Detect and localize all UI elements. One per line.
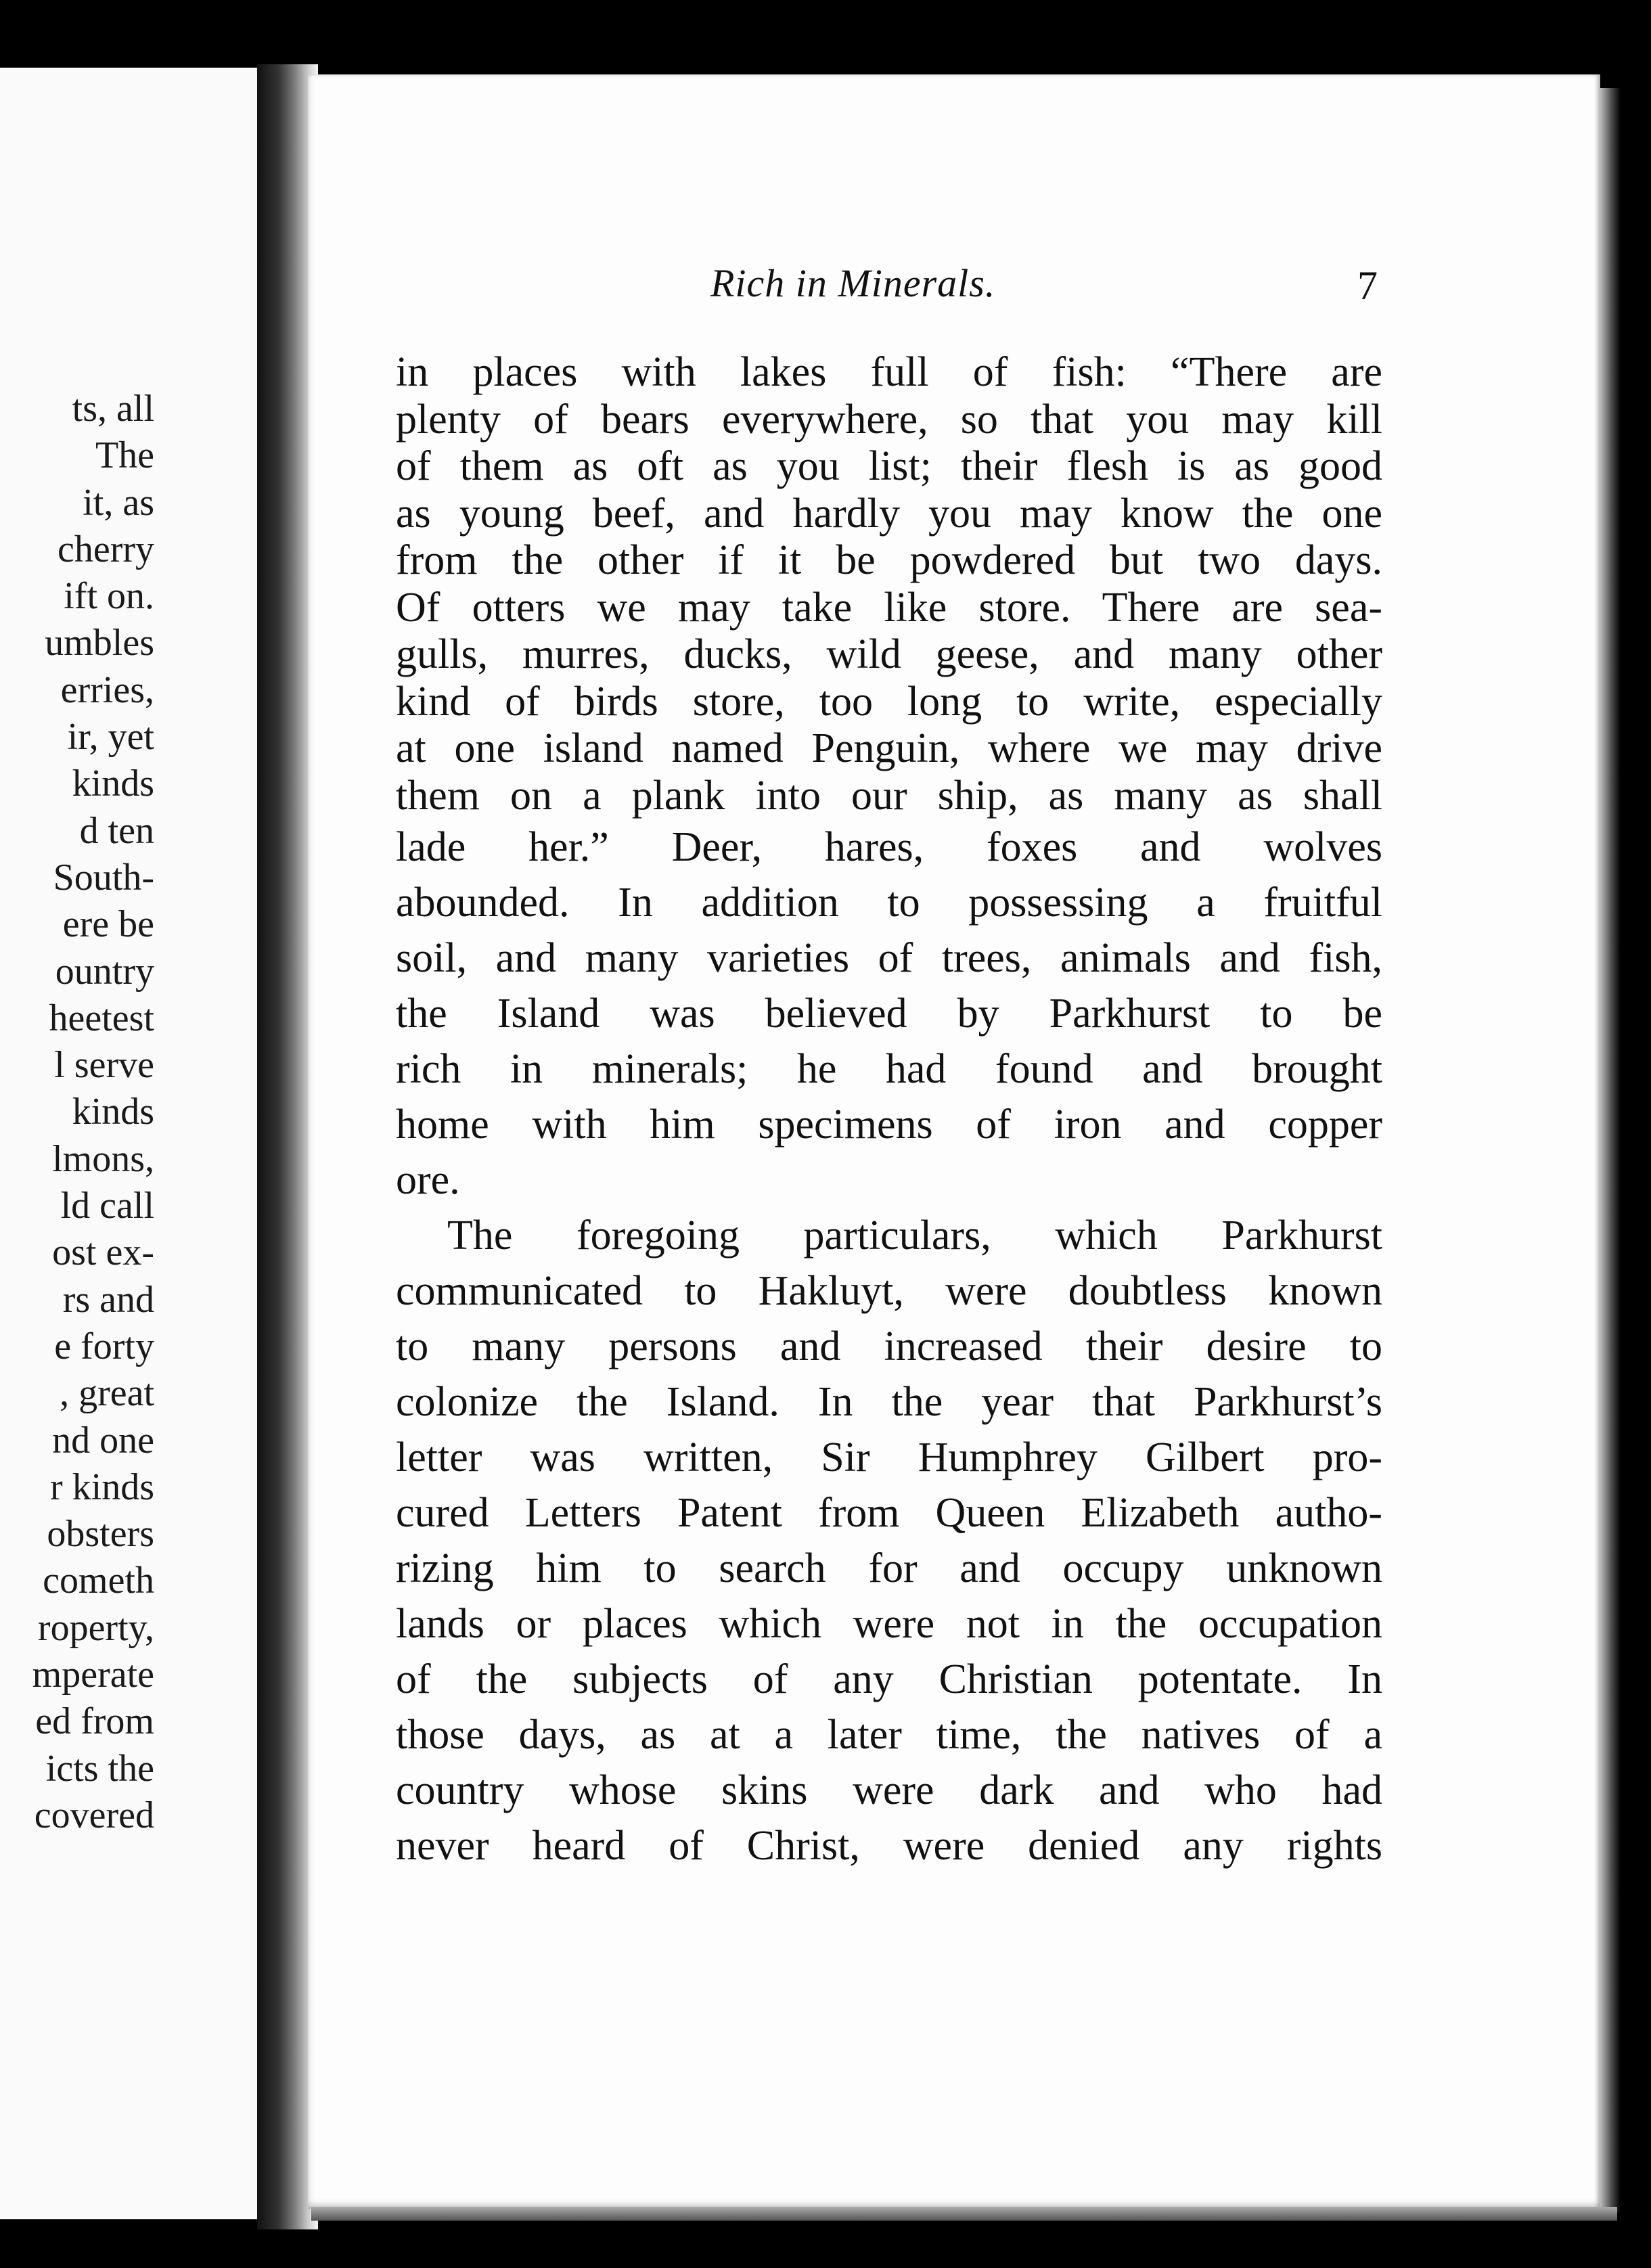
left-page-line: The [95, 434, 154, 477]
text-line: home with him specimens of iron and copper [396, 1102, 1382, 1148]
text-line: rich in minerals; he had found and brought [396, 1046, 1382, 1092]
page-bottom-edge [311, 2207, 1617, 2221]
left-page-line: r kinds [50, 1466, 154, 1508]
left-page-text [0, 386, 154, 1839]
text-line: abounded. In addition to possessing a fruitful [396, 880, 1382, 926]
text-line: plenty of bears everywhere, so that you may kill [396, 396, 1382, 443]
left-page-line: South- [53, 856, 154, 899]
left-facing-page [0, 68, 267, 2219]
text-line: lands or places which were not in the occupation [396, 1601, 1382, 1647]
text-line: them on a plank into our ship, as many as shall [396, 772, 1382, 819]
left-page-line: ld call [60, 1185, 154, 1227]
left-page-line: ift on. [64, 575, 154, 618]
left-page-line: erries, [60, 668, 154, 711]
text-line: country whose skins were dark and who had [396, 1767, 1382, 1813]
left-page-line: roperty, [37, 1606, 154, 1649]
text-line: as young beef, and hardly you may know the one [396, 490, 1382, 537]
page-right-edge [1600, 88, 1621, 2213]
text-line: Of otters we may take like store. There are sea- [396, 584, 1382, 631]
left-page-line: heetest [49, 997, 154, 1039]
left-page-line: lmons, [52, 1137, 154, 1180]
left-page-line: cometh [43, 1560, 154, 1602]
left-page-line: e forty [54, 1325, 154, 1367]
left-page-line: rs and [62, 1278, 154, 1321]
text-line: never heard of Christ, were denied any rights [396, 1823, 1382, 1869]
text-line: of them as oft as you list; their flesh is as good [396, 443, 1382, 489]
text-line: ore. [396, 1157, 460, 1203]
left-page-line: ere be [62, 903, 154, 946]
text-line: kind of birds store, too long to write, especially [396, 678, 1382, 725]
text-line: rizing him to search for and occupy unknown [396, 1545, 1382, 1591]
left-page-line: obsters [47, 1513, 154, 1556]
left-page-line: covered [34, 1794, 154, 1836]
left-page-line: kinds [72, 763, 154, 805]
text-line: letter was written, Sir Humphrey Gilbert pro- [396, 1434, 1382, 1480]
left-page-line: mperate [32, 1654, 154, 1696]
text-line: the Island was believed by Parkhurst to be [396, 991, 1382, 1037]
left-page-line: ost ex- [52, 1231, 154, 1274]
left-page-line: , great [60, 1372, 154, 1415]
body-text [396, 349, 1382, 1874]
text-line: colonize the Island. In the year that Parkhurst’s [396, 1379, 1382, 1425]
text-line: lade her.” Deer, hares, foxes and wolves [396, 824, 1382, 870]
text-line: of the subjects of any Christian potentate. In [396, 1656, 1382, 1702]
text-line: cured Letters Patent from Queen Elizabeth autho- [396, 1490, 1382, 1536]
left-page-line: icts the [45, 1747, 154, 1790]
text-line: soil, and many varieties of trees, animals and fish, [396, 935, 1382, 981]
left-page-line: umbles [45, 622, 154, 664]
text-line: those days, as at a later time, the natives of a [396, 1712, 1382, 1758]
text-line: at one island named Penguin, where we may drive [396, 725, 1382, 771]
text-line: in places with lakes full of fish: “There are [396, 349, 1382, 395]
left-page-line: ountry [55, 950, 154, 993]
left-page-line: l serve [54, 1044, 154, 1087]
page-number: 7 [1357, 263, 1378, 308]
text-line: communicated to Hakluyt, were doubtless known [396, 1268, 1382, 1314]
text-line: to many persons and increased their desire to [396, 1323, 1382, 1369]
left-page-line: cherry [57, 528, 154, 570]
running-head: Rich in Minerals. [710, 261, 996, 305]
text-line: gulls, murres, ducks, wild geese, and many other [396, 631, 1382, 677]
left-page-line: d ten [79, 809, 154, 852]
left-page-line: ts, all [72, 388, 154, 430]
left-page-line: ed from [35, 1700, 154, 1743]
left-page-line: it, as [83, 481, 154, 524]
paragraph-first-line: The foregoing particulars, which Parkhurst [447, 1212, 1382, 1258]
text-line: from the other if it be powdered but two days. [396, 537, 1382, 583]
left-page-line: kinds [72, 1091, 154, 1133]
left-page-line: ir, yet [67, 716, 154, 758]
left-page-line: nd one [52, 1419, 154, 1461]
